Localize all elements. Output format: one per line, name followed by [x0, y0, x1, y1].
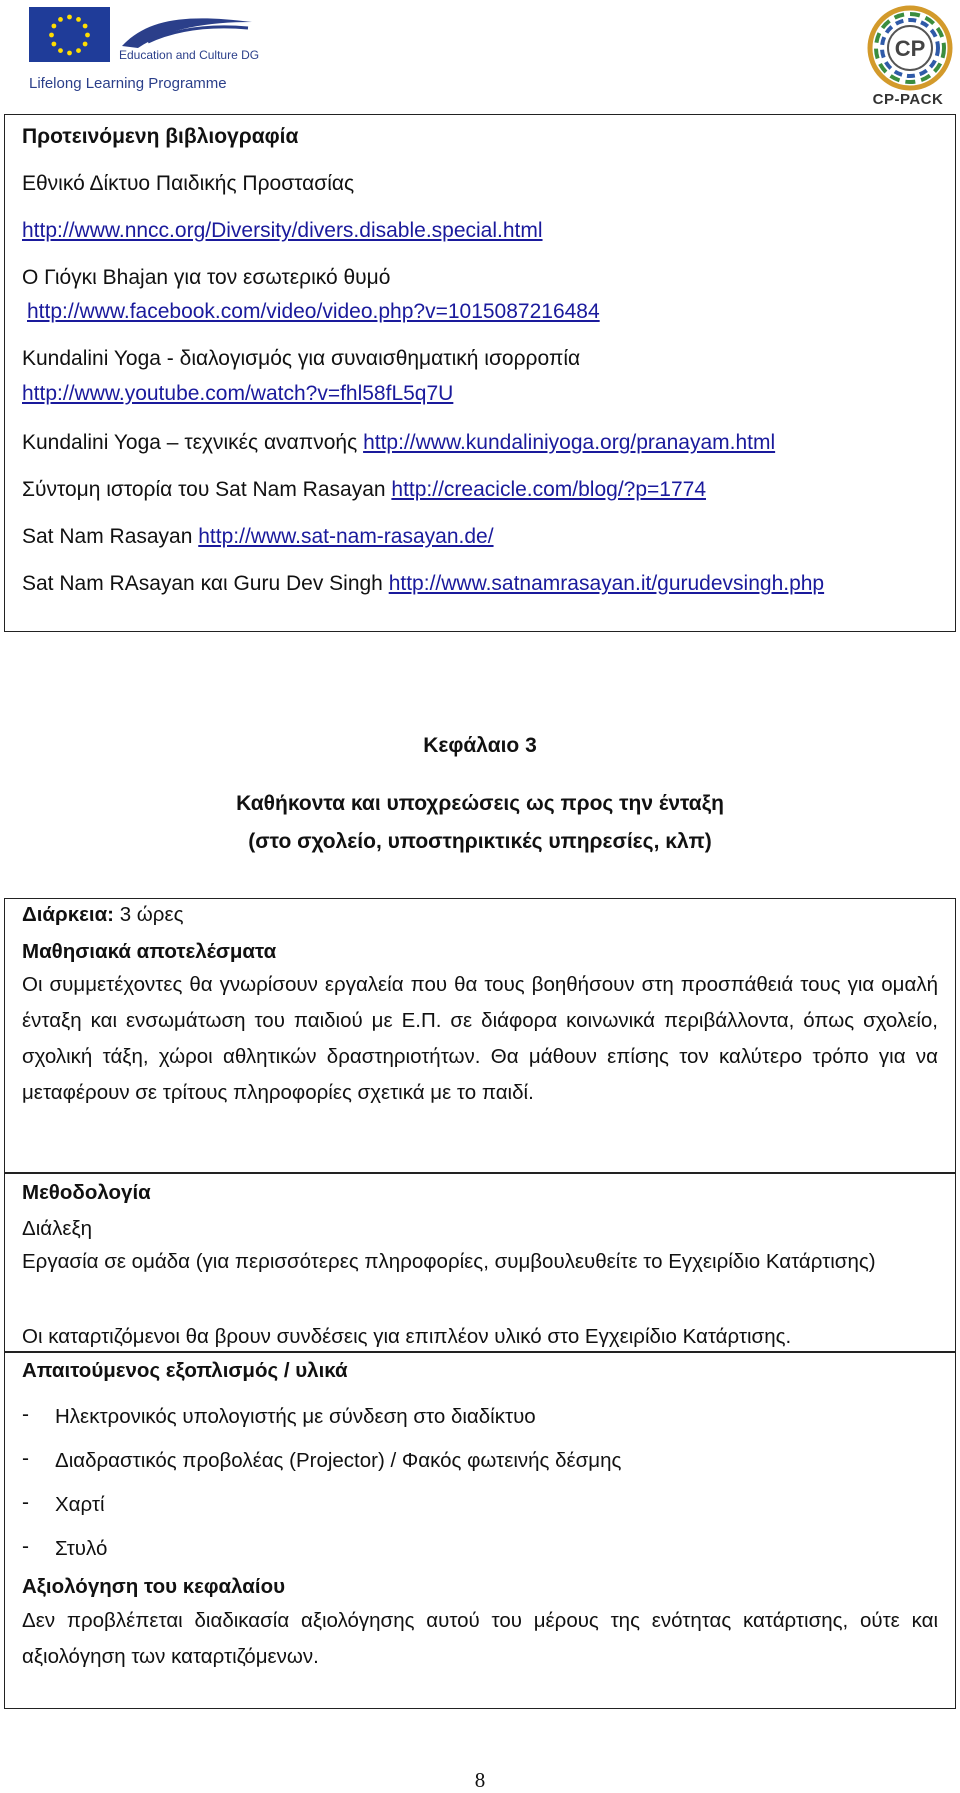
duration-value: 3 ώρες — [114, 903, 184, 926]
cp-pack-logo — [866, 4, 954, 92]
bibliography-link[interactable]: http://www.facebook.com/video/video.php?v=1015087216484 — [27, 300, 600, 323]
chapter-title: Κεφάλαιο 3 — [423, 734, 537, 757]
bibliography-link[interactable]: http://www.kundaliniyoga.org/pranayam.html — [363, 431, 776, 454]
list-dash: - — [22, 1403, 29, 1426]
chapter-subtitle-line1: Καθήκοντα και υποχρεώσεις ως προς την ένταξη — [236, 792, 724, 815]
equipment-heading: Απαιτούμενος εξοπλισμός / υλικά — [22, 1359, 348, 1382]
duration-line — [22, 905, 183, 926]
bibliography-box — [4, 114, 956, 632]
methodology-trainees: Οι καταρτιζόμενοι θα βρουν συνδέσεις για επιπλέον υλικό στο Εγχειρίδιο Κατάρτισης. — [22, 1325, 792, 1348]
bibliography-link[interactable]: http://www.sat-nam-rasayan.de/ — [198, 525, 494, 548]
bibliography-entry: Εθνικό Δίκτυο Παιδικής Προστασίας — [22, 172, 355, 195]
equipment-item: Στυλό — [55, 1537, 108, 1560]
equipment-evaluation-cell — [4, 1351, 956, 1709]
methodology-lecture: Διάλεξη — [22, 1217, 93, 1240]
equipment-item: Χαρτί — [55, 1493, 105, 1516]
bibliography-entry: Kundalini Yoga – τεχνικές αναπνοής http://www.kundaliniyoga.org/pranayam.html — [22, 431, 776, 454]
bibliography-entry: Kundalini Yoga - διαλογισμός για συναισθηματική ισορροπία — [22, 347, 581, 370]
bibliography-entry — [27, 301, 600, 322]
outcomes-text: Οι συμμετέχοντες θα γνωρίσουν εργαλεία που θα τους βοηθήσουν στη προσπάθειά τους για ομαλή ένταξη και ενσωμάτωση του παιδιού με Ε.Π. σε διάφορα κοινωνικά περιβάλλοντα, όπως σχολείο, σχολική τάξη, χώροι αθλητικών δραστηριοτήτων. Θα μάθουν επίσης τον καλύτερο τρόπο για να μεταφέρουν σε τρίτους πληροφορίες σχετικά με το παιδί. — [22, 973, 938, 1104]
methodology-heading: Μεθοδολογία — [22, 1181, 151, 1204]
bibliography-heading: Προτεινόμενη βιβλιογραφία — [22, 125, 299, 148]
list-dash: - — [22, 1491, 29, 1514]
equipment-item: Ηλεκτρονικός υπολογιστής με σύνδεση στο διαδίκτυο — [55, 1405, 536, 1428]
bibliography-entry — [22, 220, 543, 241]
bibliography-entry: Ο Γιόγκι Bhajan για τον εσωτερικό θυμό — [22, 266, 391, 289]
svg-text:CP: CP — [894, 36, 926, 61]
page-number: 8 — [474, 1768, 486, 1792]
bibliography-entry — [22, 383, 453, 404]
bibliography-link[interactable]: http://www.youtube.com/watch?v=fhl58fL5q7U — [22, 382, 454, 405]
bibliography-entry: Sat Nam RAsayan και Guru Dev Singh http://www.satnamrasayan.it/gurudevsingh.php — [22, 572, 825, 595]
duration-label: Διάρκεια: — [22, 903, 114, 926]
list-dash: - — [22, 1447, 29, 1470]
methodology-cell — [4, 1172, 956, 1353]
outcomes-cell — [4, 898, 956, 1174]
dg-label: Education and Culture DG — [119, 48, 260, 62]
programme-label: Lifelong Learning Programme — [29, 75, 227, 92]
chapter-subtitle-line2: (στο σχολείο, υποστηρικτικές υπηρεσίες, κλπ) — [248, 830, 712, 853]
eu-flag-logo — [29, 7, 110, 62]
bibliography-link[interactable]: http://creacicle.com/blog/?p=1774 — [391, 478, 707, 501]
list-dash: - — [22, 1535, 29, 1558]
evaluation-heading: Αξιολόγηση του κεφαλαίου — [22, 1575, 286, 1598]
education-culture-dg-logo — [118, 12, 258, 52]
methodology-group-work: Εργασία σε ομάδα (για περισσότερες πληροφορίες, συμβουλευθείτε το Εγχειρίδιο Κατάρτισης) — [22, 1250, 876, 1273]
cp-pack-logo-text: CP-PACK — [872, 91, 944, 108]
outcomes-heading: Μαθησιακά αποτελέσματα — [22, 940, 277, 963]
equipment-item: Διαδραστικός προβολέας (Projector) / Φακός φωτεινής δέσμης — [55, 1449, 622, 1472]
bibliography-entry: Sat Nam Rasayan http://www.sat-nam-rasayan.de/ — [22, 525, 494, 548]
bibliography-link[interactable]: http://www.nncc.org/Diversity/divers.disable.special.html — [22, 219, 543, 242]
bibliography-entry: Σύντομη ιστορία του Sat Nam Rasayan http://creacicle.com/blog/?p=1774 — [22, 478, 707, 501]
evaluation-text: Δεν προβλέπεται διαδικασία αξιολόγησης αυτού του μέρους της ενότητας κατάρτισης, ούτε και αξιολόγηση των καταρτιζόμενων. — [22, 1609, 938, 1668]
bibliography-link[interactable]: http://www.satnamrasayan.it/gurudevsingh.php — [388, 572, 825, 595]
